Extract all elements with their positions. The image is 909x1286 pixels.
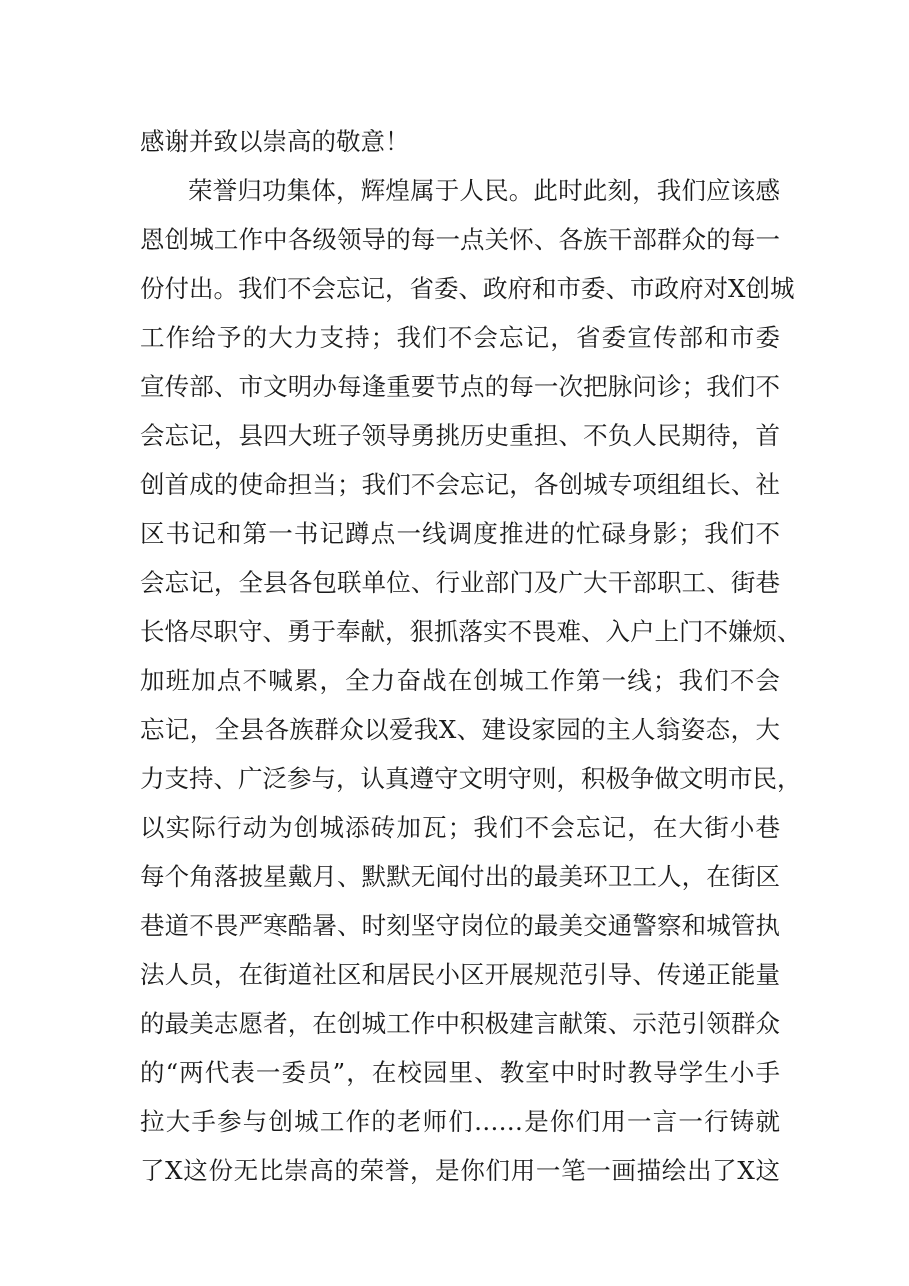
text-line-18: 法人员，在街道社区和居民小区开展规范引导、传递正能量 <box>140 960 780 989</box>
text-line-10: 会忘记，全县各包联单位、行业部门及广大干部职工、街巷 <box>140 568 780 597</box>
text-line-15: 以实际行动为创城添砖加瓦；我们不会忘记，在大街小巷 <box>140 813 780 842</box>
text-line-4: 份付出。我们不会忘记，省委、政府和市委、市政府对X创城 <box>140 274 795 303</box>
text-line-11: 长恪尽职守、勇于奉献，狠抓落实不畏难、入户上门不嫌烦、 <box>140 617 802 646</box>
text-line-8: 创首成的使命担当；我们不会忘记，各创城专项组组长、社 <box>140 470 780 499</box>
paragraph-first-line: 荣誉归功集体，辉煌属于人民。此时此刻，我们应该感 <box>188 176 780 205</box>
text-line-9: 区书记和第一书记蹲点一线调度推进的忙碌身影；我们不 <box>140 519 780 548</box>
text-line-17: 巷道不畏严寒酷暑、时刻坚守岗位的最美交通警察和城管执 <box>140 911 780 940</box>
text-line-7: 会忘记，县四大班子领导勇挑历史重担、不负人民期待，首 <box>140 421 780 450</box>
text-line-6: 宣传部、市文明办每逢重要节点的每一次把脉问诊；我们不 <box>140 372 780 401</box>
text-line-3: 恩创城工作中各级领导的每一点关怀、各族干部群众的每一 <box>140 225 780 254</box>
text-line-5: 工作给予的大力支持；我们不会忘记，省委宣传部和市委 <box>140 323 780 352</box>
text-line-14: 力支持、广泛参与，认真遵守文明守则，积极争做文明市民， <box>140 764 802 793</box>
text-line-20: 的“两代表一委员”，在校园里、教室中时时教导学生小手 <box>140 1058 780 1087</box>
text-line-21: 拉大手参与创城工作的老师们……是你们用一言一行铸就 <box>140 1107 780 1136</box>
text-line-13: 忘记，全县各族群众以爱我X、建设家园的主人翁姿态，大 <box>140 715 780 744</box>
text-line-16: 每个角落披星戴月、默默无闻付出的最美环卫工人，在街区 <box>140 862 780 891</box>
text-line-1: 感谢并致以崇高的敬意！ <box>140 127 410 156</box>
text-line-19: 的最美志愿者，在创城工作中积极建言献策、示范引领群众 <box>140 1009 780 1038</box>
text-line-12: 加班加点不喊累，全力奋战在创城工作第一线；我们不会 <box>140 666 780 695</box>
text-line-22: 了X这份无比崇高的荣誉，是你们用一笔一画描绘出了X这 <box>140 1156 780 1185</box>
